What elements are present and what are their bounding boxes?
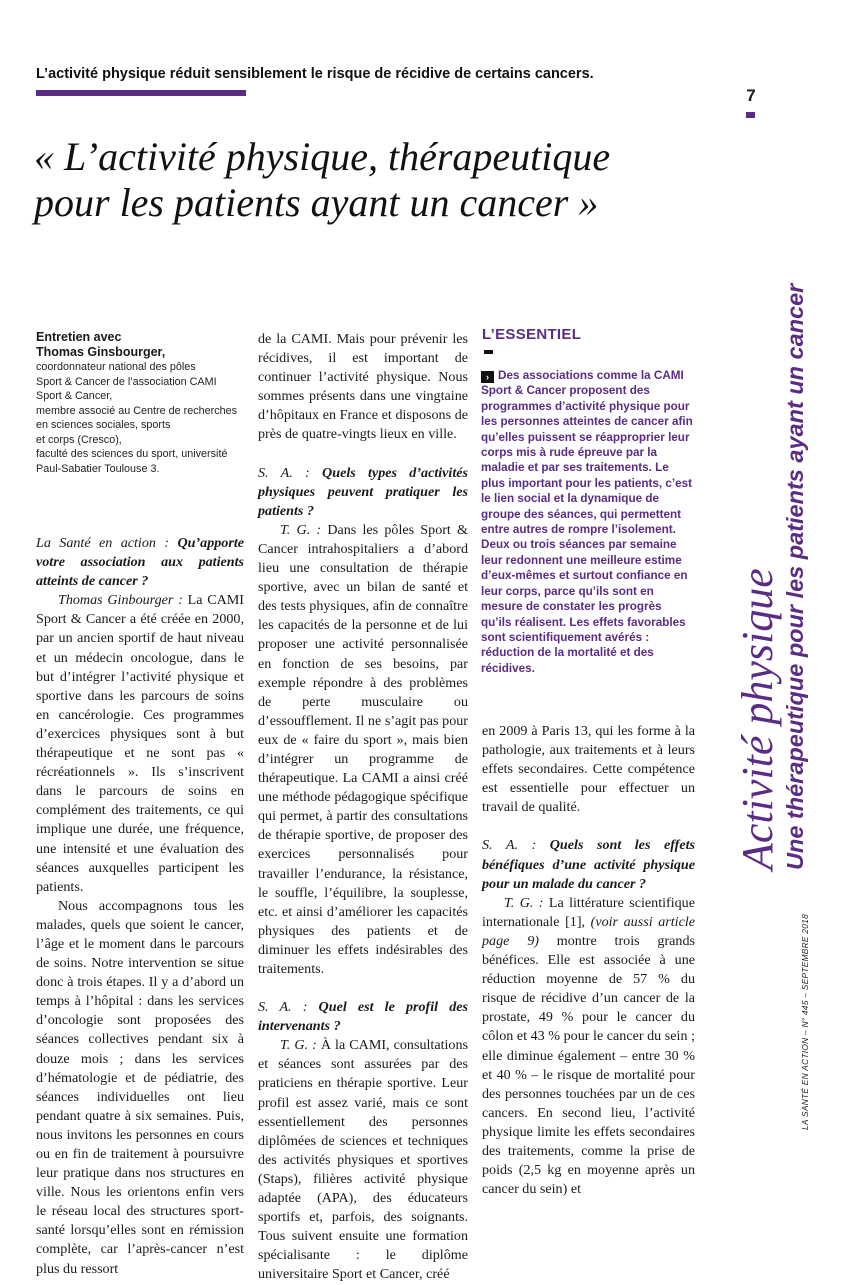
column-1-body (36, 534, 244, 1279)
answer-text: À la CAMI, consultations et séances sont assurées par des praticiens en thérapie sportive. Leur profil est assez varié, mais ce sont essentiellement des personnes diplômées de sciences et techniques des activités physiques et sportives (Staps), filières activité physique adaptée (APA), des éducateurs sportifs et, parfois, des soignants. Tous suivent ensuite une formation spécialisante : le diplôme universitaire Sport et Cancer, créé (258, 1037, 468, 1283)
question-text: Quels sont les effets bénéfiques d’une activité physique pour un malade du cancer ? (482, 837, 696, 892)
question-speaker: S. A. : (482, 837, 550, 854)
paragraph: en 2009 à Paris 13, qui les forme à la pathologie, aux traitements et à leurs effets secondaires. Cette compétence est essentielle pour effectuer un travail de qualité. (482, 723, 695, 816)
paragraph: Nous accompagnons tous les malades, quels que soient le cancer, l’âge et le moment dans le parcours de soins. Notre intervention se situe donc à trois étapes. Il y a d’abord un temps à l’hôpital : dans les services d’oncologie sont proposées des séances collectives pendant six à douze mois ; dans les services d’hématologie et de pédiatrie, des séances individuelles ont lieu pendant quatre à six semaines. Puis, nous invitons les personnes en cours ou en fin de traitement à poursuivre leur pratique dans nos structures en ville. Nous les orientons enfin vers le réseau local des structures sport-santé lorsqu’elles sont en rémission complète, car l’après-cancer n’est plus du ressort (36, 897, 244, 1277)
paragraph: de la CAMI. Mais pour prévenir les récidives, il est important de continuer l’activité physique. Nous sommes présents dans une vingtaine d’hôpitaux en France et disposons de près de quatre-vingts lieux en ville. (258, 331, 468, 443)
headline (34, 134, 724, 226)
answer-1 (36, 591, 244, 897)
question-text: Qu’apporte votre association aux patients atteints de cancer ? (36, 535, 244, 590)
section-subtitle: Une thérapeutique pour les patients ayant un cancer (782, 283, 808, 870)
answer-speaker: Thomas Ginbourger : (58, 592, 188, 609)
question-1 (36, 534, 244, 591)
essentiel-title: L’ESSENTIEL (482, 326, 582, 343)
question-3 (258, 998, 468, 1036)
kicker-underline (36, 90, 246, 96)
answer-speaker: T. G. : (504, 894, 549, 911)
answer-speaker: T. G. : (280, 521, 328, 538)
interviewee-name: Thomas Ginsbourger, (36, 345, 166, 359)
essentiel-dash (484, 350, 493, 354)
question-4 (482, 836, 695, 893)
affiliation-line: membre associé au Centre de recherches en sciences sociales, sports (36, 404, 238, 431)
question-text: Quels types d’activités physiques peuvent pratiquer les patients ? (258, 464, 468, 519)
question-text: Quel est le profil des intervenants ? (258, 999, 468, 1035)
answer-text: Dans les pôles Sport & Cancer intrahospitaliers a d’abord lieu une consultation de thérapie sportive, avec un bilan de santé et des tests physiques, afin de connaître les capacités de la personne et de lui proposer une activité personnalisée en fonction de ses besoins, par exemple répondre à des problèmes de perte musculaire ou d’essoufflement. Il ne s’agit pas pour eux de « faire du sport », mais bien d’intégrer un programme de thérapeutique. La CAMI a ainsi créé une méthode pédagogique spécifique qui permet, à partir des consultations de thérapie sportive, de proposer des exercices personnalisés pour travailler l’endurance, la résistance, le souffle, l’équilibre, la souplesse, etc. et ainsi d’améliorer les capacités physiques des patients et de diminuer les effets indésirables des traitements. (258, 521, 469, 977)
essentiel-text: Des associations comme la CAMI Sport & Cancer proposent des programmes d’activité physique pour les personnes atteintes de cancer afin qu’elles puissent se réapproprier leur corps mis à rude épreuve par la maladie et par ses traitements. Le plus important pour les patients, c’est le lien social et la dynamique de groupe des séances, qui permettent entre autres de rompre l’isolement. Deux ou trois séances par semaine leur redonnent une meilleure estime d’eux-mêmes et surtout confiance en leur corps, parce qu’ils sont en mesure de constater les progrès qu’ils réalisent. Les effets favorables sont scientifiquement avérés : réduction de la mortalité et des récidives. (481, 369, 693, 675)
chevron-right-icon: › (481, 371, 494, 383)
interview-label: Entretien avec (36, 330, 122, 344)
affiliation-line: et corps (Cresco), (36, 433, 122, 446)
question-speaker: S. A. : (258, 999, 319, 1016)
question-2 (258, 464, 468, 521)
issue-footer: LA SANTÉ EN ACTION – N° 445 – SEPTEMBRE 2018 (800, 913, 810, 1130)
answer-speaker: T. G. : (280, 1037, 321, 1054)
column-3 (482, 722, 695, 1199)
headline-line-2: pour les patients ayant un cancer » (34, 180, 599, 225)
answer-text: montre trois grands bénéfices. Elle est associée à une réduction moyenne de 57 % du risque de récidive d’un cancer de la prostate, 49 % pour le cancer du côlon et 43 % pour le cancer du sein ; elle diminue également – entre 30 % et 40 % – le risque de mortalité pour des personnes touchées par un de ces cancers. En second lieu, l’activité physique limite les effets secondaires des traitements, comme la prise de poids (2,5 kg en moyenne après un cancer du sein) et (482, 932, 695, 1198)
column-1 (36, 330, 244, 476)
answer-2 (258, 521, 468, 979)
answer-text: La littérature scientifique internationale [1], (482, 894, 695, 930)
essentiel-box (481, 368, 695, 676)
affiliation-line: Sport & Cancer de l’association CAMI Sport & Cancer, (36, 375, 217, 402)
page-number: 7 (746, 86, 756, 105)
affiliation-line: coordonnateur national des pôles (36, 361, 196, 373)
question-speaker: S. A. : (258, 464, 323, 481)
column-2 (258, 330, 468, 1285)
headline-line-1: « L’activité physique, thérapeutique (34, 134, 611, 179)
answer-3 (258, 1036, 468, 1284)
question-speaker: La Santé en action : (36, 535, 178, 551)
section-title: Activité physique (733, 568, 782, 870)
interviewee-affiliation (36, 360, 244, 476)
kicker: L’activité physique réduit sensiblement le risque de récidive de certains cancers. (36, 66, 594, 82)
page-number-mark (746, 112, 755, 118)
affiliation-line: faculté des sciences du sport, université Paul-Sabatier Toulouse 3. (36, 448, 228, 475)
answer-text: La CAMI Sport & Cancer a été créée en 2000, par un ancien sportif de haut niveau et un médecin oncologue, dans le but d’intégrer l’activité physique et sportive dans les parcours de soins en cancérologie. Ces programmes d’exercices physiques sont à but thérapeutique et ne sont pas « récréationnels ». Ils s’inscrivent dans le parcours de soins en complément des traitements, ce qui implique une durée, une fréquence, une intensité et une évaluation des séances auxquelles participent les patients. (36, 592, 244, 895)
answer-4 (482, 894, 695, 1200)
cross-reference: (voir aussi article page 9) (482, 913, 695, 949)
